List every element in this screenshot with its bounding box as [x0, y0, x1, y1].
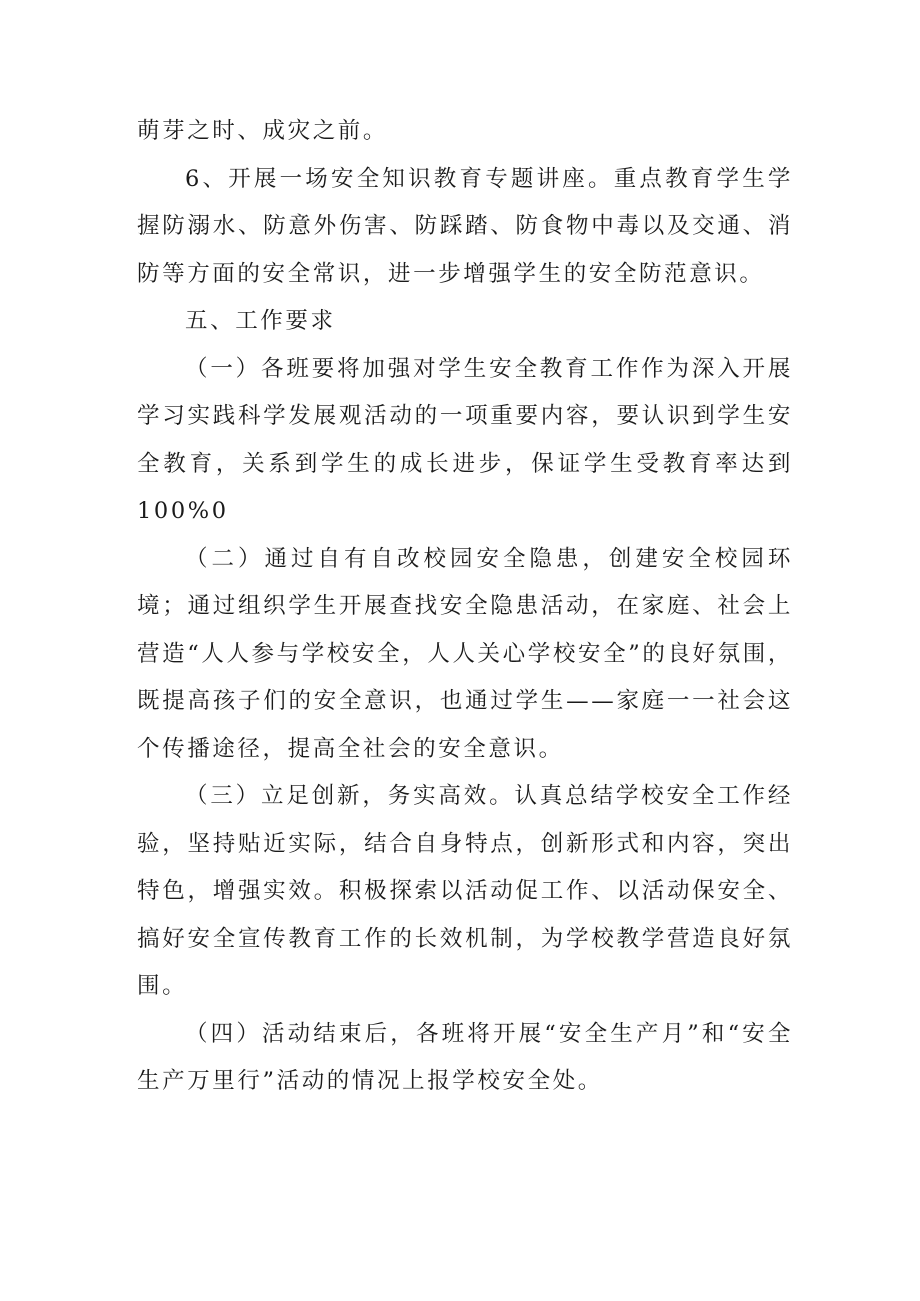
- paragraph-requirement-2: （二）通过自有自改校园安全隐患，创建安全校园环境；通过组织学生开展查找安全隐患活动，在家庭、社会上营造“人人参与学校安全，人人关心学校安全”的良好氛围，既提高孩子们的安全意识，也通过学生——家庭一一社会这个传播途径，提高全社会的安全意识。: [137, 545, 793, 762]
- paragraph-requirement-4: （四）活动结束后，各班将开展“安全生产月”和“安全生产万里行”活动的情况上报学校安全处。: [137, 1020, 793, 1094]
- paragraph-continuation: 萌芽之时、成灾之前。: [137, 118, 389, 144]
- section-heading-work-requirements: 五、工作要求: [185, 308, 336, 334]
- paragraph-requirement-1: （一）各班要将加强对学生安全教育工作作为深入开展学习实践科学发展观活动的一项重要内容，要认识到学生安全教育，关系到学生的成长进步，保证学生受教育率达到100%0: [137, 355, 793, 524]
- paragraph-item-6: 6、开展一场安全知识教育专题讲座。重点教育学生学握防溺水、防意外伤害、防踩踏、防食物中毒以及交通、消防等方面的安全常识，进一步增强学生的安全防范意识。: [137, 165, 793, 287]
- document-body: [137, 108, 793, 1106]
- paragraph-requirement-3: （三）立足创新，务实高效。认真总结学校安全工作经验，坚持贴近实际，结合自身特点，创新形式和内容，突出特色，增强实效。积极探索以活动促工作、以活动保安全、搞好安全宣传教育工作的长效机制，为学校教学营造良好氛围。: [137, 783, 793, 999]
